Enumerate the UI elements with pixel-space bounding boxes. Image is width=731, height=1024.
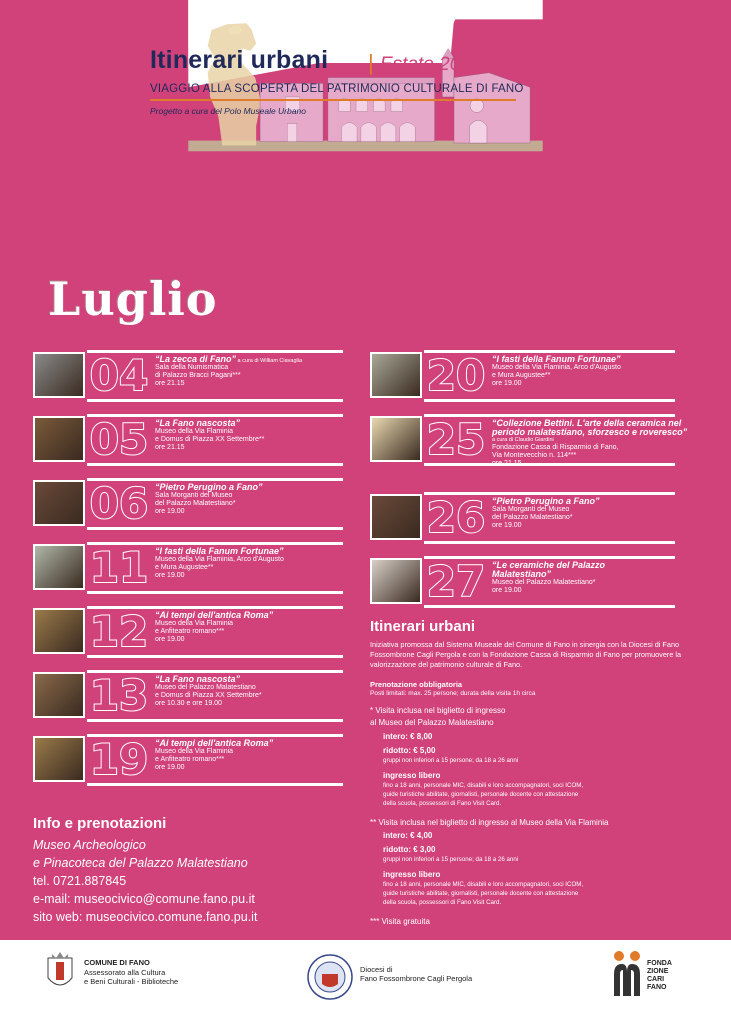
event-detail: Museo della Via Flaminia [155, 428, 234, 435]
event-day: 05 [89, 415, 149, 464]
event-title: “La zecca di Fano” a cura di William Ciavaglia [155, 354, 303, 364]
event-detail: del Palazzo Malatestiano* [492, 514, 573, 521]
event-row [33, 670, 343, 730]
event-detail: Museo della Via Flaminia [155, 620, 234, 627]
price-ridotto-1: ridotto: € 5,00 [383, 746, 436, 755]
libero-2: ingresso libero [383, 870, 441, 879]
event-title-line2: periodo malatestiano, sforzesco e roveresco” [492, 427, 688, 437]
event-curator: a cura di Claudio Giardini [492, 437, 554, 443]
contact-email[interactable]: e-mail: museocivico@comune.fano.pu.it [33, 892, 255, 906]
comune-line1: Assessorato alla Cultura [84, 968, 166, 977]
event-detail: di Palazzo Bracci Pagani*** [155, 372, 241, 379]
event-detail: ore 10.30 e ore 19.00 [155, 700, 222, 707]
star1-line2: al Museo del Palazzo Malatestiano [370, 718, 494, 727]
event-photo [370, 416, 422, 462]
event-photo [33, 608, 85, 654]
event-row [33, 542, 343, 602]
event-row [370, 350, 675, 410]
event-detail: Museo della Via Flaminia, Arco d'Augusto [155, 556, 284, 563]
fondazione-logo-icon [610, 950, 644, 998]
libero-1-line: fino a 18 anni, personale MIC, disabili e loro accompagnatori, soci ICOM, [383, 782, 584, 789]
event-detail: ore 19.00 [155, 636, 185, 643]
event-detail: ore 19.00 [155, 572, 185, 579]
comune-crest-icon [44, 950, 76, 994]
fondazione-l2: ZIONE [647, 968, 669, 975]
page-title: Itinerari urbani [150, 46, 329, 74]
title-separator: | [368, 50, 374, 75]
libero-1-line: guide turistiche abilitate, giornalisti, personale docente con attestazione [383, 791, 579, 798]
event-row [370, 414, 688, 474]
event-detail: del Palazzo Malatestiano* [155, 500, 236, 507]
event-detail: ore 19.00 [155, 508, 185, 515]
info-paragraph: Iniziativa promossa dal Sistema Museale del Comune di Fano in sinergia con la Diocesi di Fano Fossombrone Cagli Pergola e con la Fondazione Cassa di Risparmio di Fano per promuovere la valorizzazione del patrimonio culturale di Fano. [370, 640, 682, 669]
libero-1: ingresso libero [383, 771, 441, 780]
contact-phone[interactable]: tel. 0721.887845 [33, 874, 127, 888]
event-detail: ore 19.00 [492, 380, 522, 387]
libero-2-line: fino a 18 anni, personale MIC, disabili e loro accompagnatori, soci ICOM, [383, 881, 584, 888]
event-row [33, 734, 343, 794]
event-detail: Museo del Palazzo Malatestiano* [492, 579, 596, 586]
event-title: “La Fano nascosta” [155, 418, 241, 428]
booking-label: Prenotazione obbligatoria [370, 680, 463, 689]
event-day: 06 [89, 479, 149, 528]
event-detail: e Anfiteatro romano*** [155, 756, 225, 763]
event-title: “Le ceramiche del Palazzo [492, 560, 606, 570]
event-day: 13 [89, 671, 149, 720]
title-divider [150, 99, 516, 101]
event-detail: Museo della Via Flaminia, Arco d'Augusto [492, 364, 621, 371]
event-detail: ore 21.15 [155, 444, 185, 451]
event-title: “Ai tempi dell'antica Roma” [155, 610, 274, 620]
price-ridotto-2: ridotto: € 3,00 [383, 845, 436, 854]
price-intero-2: intero: € 4,00 [383, 831, 433, 840]
event-title-line2: Malatestiano” [492, 569, 552, 579]
diocesi-seal-icon [306, 952, 354, 1002]
event-row [370, 556, 675, 616]
comune-line2: e Beni Culturali - Biblioteche [84, 977, 179, 986]
event-detail: ore 19.00 [492, 587, 522, 594]
event-day: 20 [426, 351, 486, 400]
contact-museum-line2: e Pinacoteca del Palazzo Malatestiano [33, 856, 248, 870]
ridotto-2-note: gruppi non inferiori a 15 persone; da 18 a 26 anni [383, 856, 519, 863]
subtitle: VIAGGIO ALLA SCOPERTA DEL PATRIMONIO CULTURALE DI FANO [150, 83, 524, 95]
event-photo [33, 672, 85, 718]
event-detail: Fondazione Cassa di Risparmio di Fano, [492, 444, 619, 451]
header-artwork [0, 0, 731, 160]
diocesi-line1: Diocesi di [360, 965, 393, 974]
price-intero-1: intero: € 8,00 [383, 732, 433, 741]
event-day: 11 [89, 543, 149, 592]
event-row [370, 492, 675, 552]
event-title: “La Fano nascosta” [155, 674, 241, 684]
star3-line: *** Visita gratuita [370, 917, 430, 926]
libero-2-line: della scuola, possessori di Fano Visit Card. [383, 899, 502, 906]
event-photo [33, 736, 85, 782]
contact-heading: Info e prenotazioni [33, 815, 167, 832]
event-day: 04 [89, 351, 149, 400]
event-title: “I fasti della Fanum Fortunae” [492, 354, 621, 364]
contact-museum-line1: Museo Archeologico [33, 838, 146, 852]
event-detail: Sala Morganti del Museo [492, 506, 570, 513]
fondazione-l4: FANO [647, 984, 667, 991]
event-row [33, 478, 343, 538]
event-detail: Museo della Via Flaminia [155, 748, 234, 755]
info-heading: Itinerari urbani [370, 618, 476, 635]
event-title: “I fasti della Fanum Fortunae” [155, 546, 284, 556]
event-detail: Museo del Palazzo Malatestiano [155, 684, 256, 691]
event-title: “Collezione Bettini. L'arte della ceramica nel [492, 418, 682, 428]
event-day: 25 [426, 415, 486, 464]
star2-line: ** Visita inclusa nel biglietto di ingresso al Museo della Via Flaminia [370, 818, 609, 827]
event-photo [370, 494, 422, 540]
event-day: 26 [426, 493, 486, 542]
event-detail: ore 21.15 [155, 380, 185, 387]
event-detail: ore 19.00 [492, 522, 522, 529]
event-photo [370, 558, 422, 604]
event-day: 12 [89, 607, 149, 656]
event-detail: e Mura Augustee** [492, 372, 551, 379]
star1-line1: * Visita inclusa nel biglietto di ingresso [370, 706, 506, 715]
event-detail: e Domus di Piazza XX Settembre** [155, 436, 265, 443]
event-detail: e Anfiteatro romano*** [155, 628, 225, 635]
event-photo [33, 480, 85, 526]
event-detail: Sala Morganti del Museo [155, 492, 233, 499]
event-detail: Via Montevecchio n. 114*** [492, 452, 577, 459]
event-photo [33, 416, 85, 462]
project-credit: Progetto a cura del Polo Museale Urbano [150, 106, 306, 116]
fondazione-l1: FONDA [647, 960, 672, 967]
diocesi-line2: Fano Fossombrone Cagli Pergola [360, 974, 473, 983]
event-photo [370, 352, 422, 398]
event-title: “Pietro Perugino a Fano” [155, 482, 263, 492]
month-heading: Luglio [48, 272, 218, 326]
event-title: “Ai tempi dell'antica Roma” [155, 738, 274, 748]
event-photo [33, 352, 85, 398]
event-row [33, 350, 343, 410]
event-day: 19 [89, 735, 149, 784]
booking-note: Posti limitati: max. 25 persone; durata della visita 1h circa [370, 690, 536, 697]
event-row [33, 414, 343, 474]
event-detail: ore 19.00 [155, 764, 185, 771]
event-detail: e Domus di Piazza XX Settembre* [155, 692, 262, 699]
event-day: 27 [426, 557, 486, 606]
event-curator: a cura di William Ciavaglia [236, 358, 303, 364]
season-label: Estate 2025 [380, 54, 482, 75]
libero-2-line: guide turistiche abilitate, giornalisti, personale docente con attestazione [383, 890, 579, 897]
event-detail: Sala della Numismatica [155, 364, 229, 371]
event-row [33, 606, 343, 666]
libero-1-line: della scuola, possessori di Fano Visit Card. [383, 800, 502, 807]
event-detail: e Mura Augustee** [155, 564, 214, 571]
event-detail: ore 21.15 [492, 460, 522, 467]
event-title: “Pietro Perugino a Fano” [492, 496, 600, 506]
event-photo [33, 544, 85, 590]
fondazione-l3: CARI [647, 976, 665, 983]
comune-name: COMUNE DI FANO [84, 958, 150, 967]
ridotto-1-note: gruppi non inferiori a 15 persone; da 18 a 26 anni [383, 757, 519, 764]
contact-website[interactable]: sito web: museocivico.comune.fano.pu.it [33, 910, 258, 924]
